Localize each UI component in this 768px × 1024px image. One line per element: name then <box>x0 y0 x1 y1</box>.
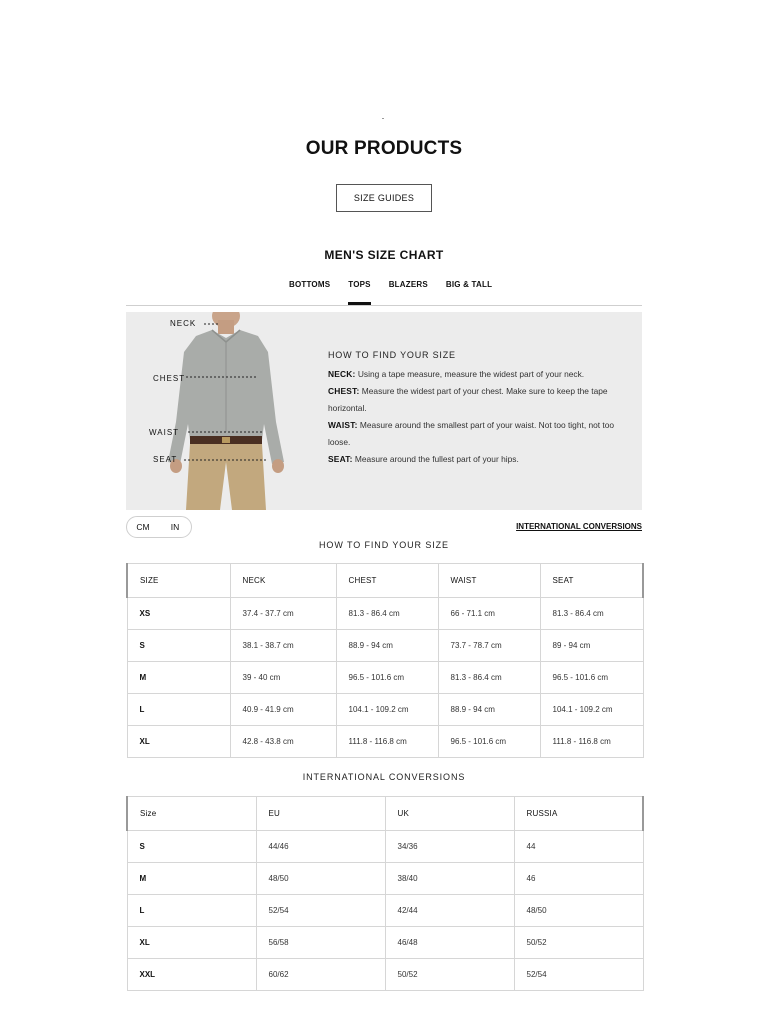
table-cell: 46 <box>514 863 643 895</box>
page-title: OUR PRODUCTS <box>305 138 463 159</box>
size-label-cell: S <box>127 630 230 662</box>
model-measurement-figure <box>126 312 306 510</box>
unit-in-option[interactable]: IN <box>170 522 180 532</box>
table-cell: 111.8 - 116.8 cm <box>540 726 643 758</box>
column-header: CHEST <box>336 564 438 598</box>
table-cell: 40.9 - 41.9 cm <box>230 694 336 726</box>
size-table-heading: HOW TO FIND YOUR SIZE <box>319 540 449 550</box>
international-conversions-link[interactable]: INTERNATIONAL CONVERSIONS <box>516 522 642 531</box>
table-cell: 111.8 - 116.8 cm <box>336 726 438 758</box>
table-row <box>127 927 643 959</box>
column-header: SIZE <box>127 564 230 598</box>
category-tabs <box>280 276 501 306</box>
table-cell: 73.7 - 78.7 cm <box>438 630 540 662</box>
size-label-cell: M <box>127 662 230 694</box>
table-cell: 38/40 <box>385 863 514 895</box>
table-cell: 38.1 - 38.7 cm <box>230 630 336 662</box>
waist-instruction: WAIST: Measure around the smallest part of your waist. Not too tight, not too loose. <box>328 420 615 447</box>
table-row <box>127 863 643 895</box>
table-cell: 50/52 <box>514 927 643 959</box>
column-header: WAIST <box>438 564 540 598</box>
table-cell: 81.3 - 86.4 cm <box>438 662 540 694</box>
size-label-cell: XS <box>127 598 230 630</box>
table-cell: 89 - 94 cm <box>540 630 643 662</box>
column-header: UK <box>385 797 514 831</box>
table-row <box>127 959 643 991</box>
chest-label: CHEST <box>153 374 186 383</box>
column-header: NECK <box>230 564 336 598</box>
table-cell: 81.3 - 86.4 cm <box>540 598 643 630</box>
tab-bottoms[interactable]: BOTTOMS <box>289 280 331 289</box>
table-cell: 44 <box>514 831 643 863</box>
column-header: RUSSIA <box>514 797 643 831</box>
table-cell: 66 - 71.1 cm <box>438 598 540 630</box>
neck-label: NECK <box>170 319 197 328</box>
table-cell: 96.5 - 101.6 cm <box>438 726 540 758</box>
table-row <box>127 630 643 662</box>
table-cell: 104.1 - 109.2 cm <box>336 694 438 726</box>
table-row <box>127 726 643 758</box>
seat-label: SEAT <box>153 455 178 464</box>
neck-instruction: NECK: Using a tape measure, measure the widest part of your neck. <box>328 369 585 379</box>
table-cell: 37.4 - 37.7 cm <box>230 598 336 630</box>
table-cell: 96.5 - 101.6 cm <box>540 662 643 694</box>
table-row <box>127 598 643 630</box>
table-cell: 104.1 - 109.2 cm <box>540 694 643 726</box>
table-cell: 48/50 <box>256 863 385 895</box>
table-cell: 42.8 - 43.8 cm <box>230 726 336 758</box>
size-label-cell: M <box>127 863 256 895</box>
tab-tops[interactable]: TOPS <box>339 276 379 305</box>
table-cell: 60/62 <box>256 959 385 991</box>
decorative-dot <box>382 118 384 119</box>
column-header: SEAT <box>540 564 643 598</box>
unit-cm-option[interactable]: CM <box>136 522 150 532</box>
table-cell: 56/58 <box>256 927 385 959</box>
international-conversions-table <box>126 796 644 991</box>
table-row <box>127 831 643 863</box>
table-cell: 52/54 <box>256 895 385 927</box>
guide-heading: HOW TO FIND YOUR SIZE <box>328 350 456 360</box>
chest-instruction: CHEST: Measure the widest part of your chest. Make sure to keep the tape horizontal. <box>328 386 608 413</box>
table-row <box>127 895 643 927</box>
tab-blazers[interactable]: BLAZERS <box>388 280 428 289</box>
table-cell: 34/36 <box>385 831 514 863</box>
measurement-guide-panel <box>126 312 642 510</box>
table-row <box>127 662 643 694</box>
waist-label: WAIST <box>149 428 180 437</box>
size-chart-title: MEN'S SIZE CHART <box>324 248 444 262</box>
table-header-row <box>127 797 643 831</box>
table-cell: 39 - 40 cm <box>230 662 336 694</box>
table-cell: 42/44 <box>385 895 514 927</box>
table-cell: 88.9 - 94 cm <box>336 630 438 662</box>
table-cell: 96.5 - 101.6 cm <box>336 662 438 694</box>
table-cell: 88.9 - 94 cm <box>438 694 540 726</box>
tab-big-and-tall[interactable]: BIG & TALL <box>445 280 493 289</box>
tabs-divider <box>126 305 642 306</box>
unit-toggle[interactable] <box>126 516 192 538</box>
table-row <box>127 694 643 726</box>
size-label-cell: XL <box>127 726 230 758</box>
table-header-row <box>127 564 643 598</box>
size-label-cell: L <box>127 895 256 927</box>
size-label-cell: XXL <box>127 959 256 991</box>
table-cell: 46/48 <box>385 927 514 959</box>
column-header: EU <box>256 797 385 831</box>
size-label-cell: S <box>127 831 256 863</box>
table-cell: 81.3 - 86.4 cm <box>336 598 438 630</box>
seat-instruction: SEAT: Measure around the fullest part of your hips. <box>328 454 519 464</box>
table-cell: 48/50 <box>514 895 643 927</box>
table-cell: 50/52 <box>385 959 514 991</box>
table-cell: 52/54 <box>514 959 643 991</box>
size-measurement-table <box>126 563 644 758</box>
table-cell: 44/46 <box>256 831 385 863</box>
measurement-instructions <box>328 350 632 468</box>
size-label-cell: XL <box>127 927 256 959</box>
size-guides-button[interactable]: SIZE GUIDES <box>336 184 432 212</box>
column-header: Size <box>127 797 256 831</box>
size-label-cell: L <box>127 694 230 726</box>
intl-table-heading: INTERNATIONAL CONVERSIONS <box>302 772 466 782</box>
